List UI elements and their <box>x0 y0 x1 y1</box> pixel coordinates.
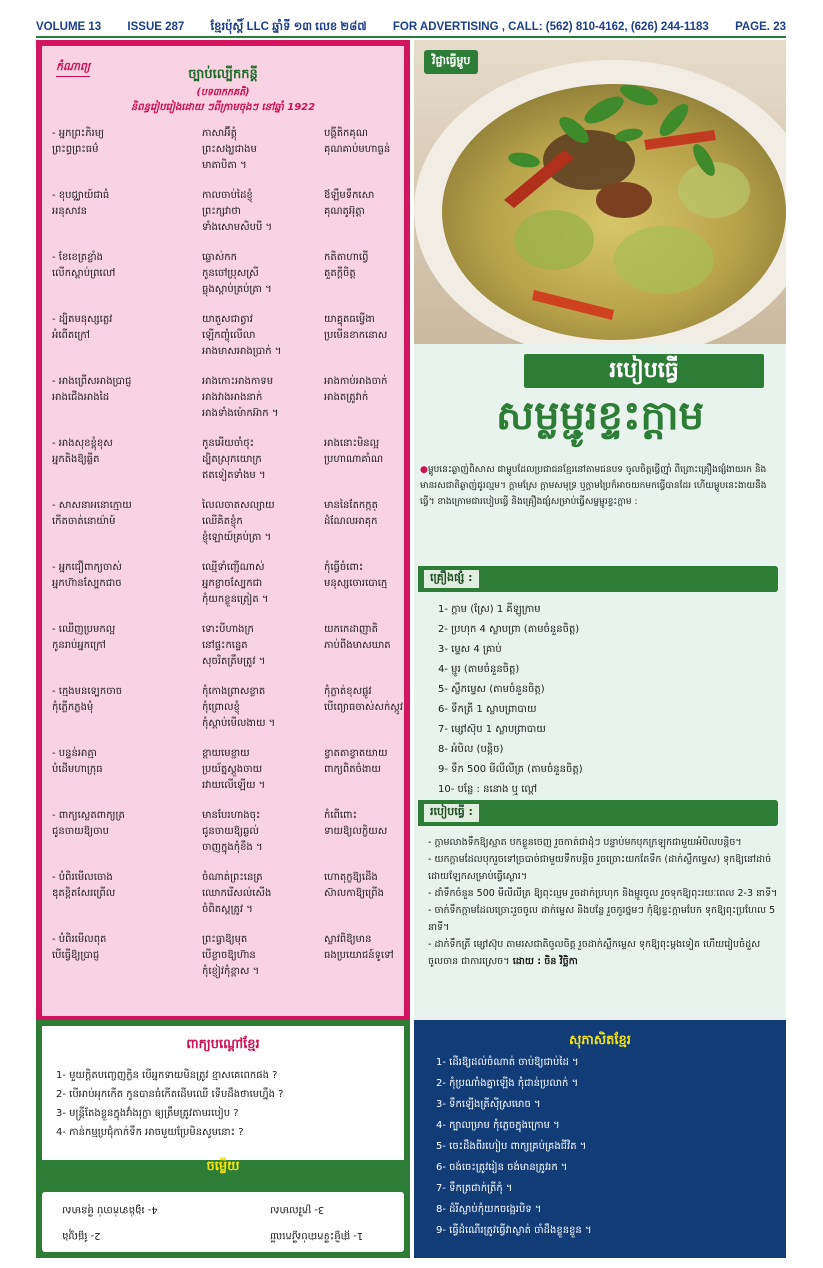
answer-item: 4- រង្វង់ទាក់ចាប់ ម៉ឺនមាស <box>62 1204 158 1215</box>
poem-line: ខ្ញុំឡោយ៍គ្រប់ត្រា ។ <box>202 532 272 543</box>
ingredient-item: 9- ទឹក 500 មីលីលីត្រ (តាមចំនួនចិត្ត) <box>438 764 583 775</box>
poem-column <box>324 188 404 250</box>
poem-column <box>202 498 324 560</box>
poem-line: - ឈើញប្រមកល្អ <box>52 624 116 635</box>
poem-line: អាងកាប់អាងចាក់ <box>324 376 388 387</box>
poem-line: ភាប់ពីងមាសឃាត <box>324 640 391 651</box>
poem-column <box>52 684 202 746</box>
saying-item: 1- ដើរឱ្យដល់ចំណាត់ ចាប់ឱ្យជាប់ដៃ ។ <box>436 1057 579 1068</box>
poem-line: ឡើកញ្ចុំលើលា <box>202 330 256 341</box>
bullet-icon: ● <box>420 465 428 475</box>
sayings-list <box>436 1052 776 1241</box>
step-item: - ក្តាមលាងទឹកឱ្យស្អាត បកខ្លួនចេញ រួចកាត់ជាដុំៗ បន្ទាប់មកបុកក្រឡុកជាមួយអំបិលបន្តិច។ <box>428 837 742 848</box>
volume-label: VOLUME 13 <box>36 21 102 33</box>
page-header <box>36 18 786 38</box>
poem-column <box>202 126 324 188</box>
poem-title: ច្បាប់ល្បើកកន្តី <box>188 67 258 82</box>
poem-line: កុំភ្លាត់ខុសផ្លូវ <box>324 686 372 697</box>
poem-line: ស្លាវពិឱ្យមាន <box>324 934 372 945</box>
poem-line: អាងទាំងម៉ោកអ៊ាក ។ <box>202 408 279 419</box>
poem-subtitle: (បទ៣កកគតិ) <box>196 87 250 98</box>
recipe-heading-big: សម្លម្ជូរខ្ទះក្តាម <box>495 393 704 439</box>
saying-item: 4- ក្បាលម្រាម កុំភ្លេចក្នុងក្រោម ។ <box>436 1120 560 1131</box>
recipe-heading-small: របៀបធ្វើ <box>524 354 764 388</box>
poem-line: ទាយឱ្យលក្ខិយស <box>324 826 388 837</box>
poem-line: - អ្នកជឿពាក្យចាស់ <box>52 562 122 573</box>
poem-column <box>52 250 202 312</box>
poem-column <box>52 126 202 188</box>
recipe-intro-text: ម្ហូបនេះឆ្ងាញ់ពិសាស ជាម្ហូបដែលប្រជាជនខ្មែរនៅតាមជនបទ ចូលចិត្តធ្វើញ៉ាំ ពីព្រោះគ្រឿងផ្សំងាយរក និងមានរសជាតិឆ្ងាញ់ជូរល្មម។ ក្តាមស្រែ ក្តាមសមុទ្រ ឬក្តាមប្រៃក៏អាចយកមកធ្វើបានដែរ ហើយម្ហូបនេះងាយនឹងធ្វើ។ ខាងក្រោមជារបៀបធ្វើ និងគ្រឿងផ្សំសម្រាប់ធ្វើសម្លម្ជូរខ្ទះក្តាម : <box>420 465 767 507</box>
poem-stanza <box>52 808 404 870</box>
saying-item: 8- ដំរីស្លាប់កុំយកចង្អេរបិទ ។ <box>436 1204 542 1215</box>
answer-item: 3- ក្រវិលមាស <box>270 1204 325 1215</box>
ingredient-item: 7- ម្សៅស៊ុប 1 ស្លាបព្រាបាយ <box>438 724 546 735</box>
poem-line: ព្រះព្ធព្រះធម៌ <box>52 144 99 155</box>
poem-column <box>52 188 202 250</box>
poem-line: កុំធ្វើចំពោះ <box>324 562 364 573</box>
step-item: - ចាក់ទឹកក្តាមដែលច្រោះរួចចូល ដាក់ម្ទេស និងបន្លែ រួចកូរថ្នមៗ កុំឱ្យខ្ទះក្តាមបែក ទុកឱ្យពុះប្រហែល 5 នាទី។ <box>428 905 776 933</box>
poem-column <box>52 312 202 374</box>
poem-line: ហោតុក្ខឱ្យដើង <box>324 872 378 883</box>
poem-column <box>202 560 324 622</box>
proverbs-panel <box>36 1020 410 1258</box>
poem-line: ឈ្មើទាំញ្ជើណាស់ <box>202 562 265 573</box>
poem-line: បង្គីតិកគុណ <box>324 128 368 139</box>
poem-line: មាតាបិតា ។ <box>202 160 247 171</box>
poem-column <box>324 684 404 746</box>
poem-stanza <box>52 870 404 932</box>
poem-line: ចំពិតស្តត្រូវ ។ <box>202 904 253 915</box>
poem-line: អនុសាវន <box>52 206 87 217</box>
poem-column <box>324 436 404 498</box>
poem-line: នៅផ្ទះកន្ទេត <box>202 640 248 651</box>
poem-line: ព្រះក្សវាថា <box>202 206 241 217</box>
poem-line: ធងប្រយោជន៍ទូទៅ <box>324 950 394 961</box>
poem-line: ឌុតខ្ពិតសែរព្រើល <box>52 888 116 899</box>
poem-line: ពាក្យពិតចំងាយ <box>324 764 381 775</box>
poem-line: ខ្វាតតាខ្វាតយាយ <box>324 748 388 759</box>
poem-line: ឆ្លោស់កក <box>202 252 237 263</box>
poem-line: ឈើគិតខ្ញុំក <box>202 516 243 527</box>
page-number: PAGE. 23 <box>735 21 786 33</box>
poem-line: បំដើមហាក្រុធ <box>52 764 103 775</box>
poem-line: - បន្ទន់អាត្មា <box>52 748 97 759</box>
poem-line: - សាសនាអនោក្មោយ <box>52 500 132 511</box>
steps-header <box>418 800 778 826</box>
ingredient-item: 2- ប្រហុក 4 ស្លាបព្រា (តាមចំនួនចិត្ត) <box>438 624 580 635</box>
poem-stanza <box>52 746 404 808</box>
poem-line: លើកស្ពាប់ព្រលៅ <box>52 268 116 279</box>
poem-column <box>324 870 404 932</box>
poem-line: - អាងសុខខ្ពុំខុស <box>52 438 113 449</box>
step-item: - យកក្តាមដែលបុករួចទៅច្របាច់ជាមួយទឹកបន្តិច រួចច្រោះយកតែទឹក (ដាក់ស្លឹកម្ទេស) ទុកឱ្យនៅដាច់ដោយឡែកសម្រាប់ធ្វើស្ងោរ។ <box>428 854 772 882</box>
advertising-contact: FOR ADVERTISING , CALL: (562) 810-4162, (626) 244-1183 <box>392 21 709 33</box>
poem-line: - ក្មេងមនទ្បេកចាច <box>52 686 123 697</box>
saying-item: 9- ធ្វើដំណើរត្រូវធ្វើវាស្ងាត់ ចាំដឹងខ្លួនខ្លួន ។ <box>436 1225 592 1236</box>
poem-line: - ពាក្យស្លេតពាក្យត្រ <box>52 810 125 821</box>
proverb-item: 2- បើអាប់អុកកើត កូនបានធំកើតដើមឈើ ទើបដឹងថាមេហ្នឹង ? <box>56 1089 284 1100</box>
poem-column <box>202 250 324 312</box>
poem-line: គុណតូអ៊ុត្តា <box>324 206 365 217</box>
poem-column <box>324 746 404 808</box>
poem-line: កំពើពោះ <box>324 810 357 821</box>
recipe-intro <box>420 462 780 510</box>
poem-stanza <box>52 188 404 250</box>
step-item: - ដាក់ទឹកត្រី ម្សៅស៊ុប តាមរសជាតិចូលចិត្ត រួចដាក់ស្លឹកម្ទេស ទុកឱ្យពុះម្តងទៀត ហើយរៀបចំដួសចូលចាន ជាការស្រេច។ ដោយ : ចិន វិច្ឆិកា <box>428 939 761 967</box>
poem-line: មានបែរហាងចុះ <box>202 810 261 821</box>
poem-stanza <box>52 498 404 560</box>
poem-line: - អ្នកព្រះភិរម្យ <box>52 128 105 139</box>
ingredient-item: 1- ក្តាម (ស្រែ) 1 គីឡូក្រាម <box>438 604 541 615</box>
poem-line: អ្នកហ៊ានស្បែកជាច <box>52 578 122 589</box>
poem-line: កុំព្រោលខ្ញុំ <box>202 702 240 713</box>
poem-stanza <box>52 250 404 312</box>
poem-stanza <box>52 560 404 622</box>
poem-line: កុំស្តាប់មើលងាយ ។ <box>202 718 276 729</box>
poem-line: ជូនចាយឱ្យចាប <box>52 826 109 837</box>
poem-line: - បំពិរមើលចោង <box>52 872 113 883</box>
poem-line: ដ្បិតស្រុកយោក្រ <box>202 454 262 465</box>
poem-line: កូនចៅប្រុសស្រី <box>202 268 259 279</box>
saying-item: 3- ទឹកឡើងត្រីស៊ីស្រមោច ។ <box>436 1099 541 1110</box>
poem-inner <box>42 46 404 1016</box>
poem-stanza <box>52 622 404 684</box>
saying-item: 7- ទឹកត្រជាក់ត្រីកុំ ។ <box>436 1183 513 1194</box>
poem-line: កតិតាហាព្វើ <box>324 252 369 263</box>
poem-column <box>324 932 404 994</box>
poem-column <box>324 498 404 560</box>
poem-stanza <box>52 126 404 188</box>
poem-column <box>52 932 202 994</box>
proverbs-list <box>56 1066 396 1142</box>
poem-line: កូនរាប់អ្នកក្រៅ <box>52 640 106 651</box>
poem-line: - ខុបជ្ឈាយ៍ជាធំ <box>52 190 110 201</box>
poem-line: យាតួសជាត្វាវ <box>202 314 253 325</box>
saying-item: 5- ចេះដឹងពីរហៀប ពាក្យគ្រប់គ្រងជីវិត ។ <box>436 1141 587 1152</box>
poem-line: ព្រះសង្ឃជាងម <box>202 144 257 155</box>
poem-column <box>52 560 202 622</box>
poem-line: គុណគាប់មហាធ្ងន់ <box>324 144 391 155</box>
poem-line: ប្រមើនខាកនោស <box>324 330 388 341</box>
ingredient-item: 10- បន្លែ : ននោង ឬ ល្ពៅ <box>438 784 538 795</box>
poem-line: ប្រយ័ត្នស្តួងចាយ <box>202 764 263 775</box>
poem-line: យាគ្នុតធម្វើងា <box>324 314 375 325</box>
poem-column <box>202 374 324 436</box>
poem-column <box>52 746 202 808</box>
poem-line: បើព្យោធចាស់សក់ស្កូវ <box>324 702 404 713</box>
poem-column <box>324 560 404 622</box>
poem-line: - ដ្បិតមនុស្សត្លេវ <box>52 314 113 325</box>
poem-line: កុំខ្ញៀវកុំខ្ពាស ។ <box>202 966 260 977</box>
masthead-title: ខ្មែរប៉ុស្ដិ៍ LLC ឆ្នាំទី ១៣ លេខ ២៨៧ <box>210 20 367 33</box>
poem-line: ធ្លុងស្តាប់ត្រប់ត្រា ។ <box>202 284 272 295</box>
poem-line: ភាសាអ៊ីត្តុំ <box>202 128 237 139</box>
proverbs-title: ពាក្យបណ្តៅខ្មែរ <box>186 1037 260 1052</box>
answer-item: 1- ផ្កាម្លិះទឹកជាប់ស្លឹកឈើ <box>270 1230 364 1241</box>
poem-line: អាងតត្រូវាក់ <box>324 392 369 403</box>
poem-line: លៃលចាតសល្យាយ <box>202 500 275 511</box>
poem-line: ចាញក្នុងកុំខឹង ។ <box>202 842 263 853</box>
recipe-heading <box>414 344 786 444</box>
poem-line: យកកេដាញាតិ <box>324 624 378 635</box>
poem-stanza <box>52 932 404 994</box>
ingredient-item: 6- ទឹកត្រី 1 ស្លាបព្រាបាយ <box>438 704 537 715</box>
proverb-item: 3- មន្ត្រីតែងខ្លួនក្នុងវាំងរុក្ខា ឲ្យត្រឹមត្រូវតាមរបៀប ? <box>56 1108 239 1119</box>
poem-stanza <box>52 684 404 746</box>
sayings-panel <box>414 1020 786 1258</box>
poem-line: ប្រហាណាគាំណ <box>324 454 384 465</box>
poem-line: ស៊ាលកាឱ្យព្រើង <box>324 888 384 899</box>
ingredient-item: 4- ម្ជូរ (តាមចំនួនចិត្ត) <box>438 664 520 675</box>
poem-column <box>202 684 324 746</box>
poem-column <box>202 436 324 498</box>
poem-column <box>324 312 404 374</box>
ingredient-item: 5- ស្លឹកម្ទេស (តាមចំនួនចិត្ត) <box>438 684 545 695</box>
poem-column <box>202 932 324 994</box>
ingredients-list <box>438 600 768 800</box>
issue-label: ISSUE 287 <box>127 21 185 33</box>
poem-column <box>324 126 404 188</box>
poem-line: រវាយលើឡើយ ។ <box>202 780 266 791</box>
saying-item: 6- ចង់ចេះត្រូវរៀន ចង់មានត្រូវរក ។ <box>436 1162 568 1173</box>
poem-author: និពន្ធរៀបរៀងដោយ ៗពីក្រាមចុងៗ នៅឆ្នាំ 1922 <box>130 102 316 113</box>
poem-column <box>52 374 202 436</box>
poem-line: បើធ្វើឱ្យប្រាជ្ញ <box>52 950 100 961</box>
poem-column <box>52 436 202 498</box>
ingredients-title: គ្រឿងផ្សំ : <box>424 570 479 588</box>
poem-line: មាននៃតែកក្កត្ <box>324 500 378 511</box>
proverb-item: 1- មួយក្តិតបញ្ចេញក្លិន បើអ្នកទាយមិនត្រូវ ខ្មាសគេពេកផង ? <box>56 1070 278 1081</box>
poem-line: ទោះបីហាងក្រ <box>202 624 254 635</box>
poem-column <box>202 808 324 870</box>
poem-stanza <box>52 436 404 498</box>
poem-column <box>202 870 324 932</box>
poem-line: អ្នកខ្លាចស្បែកជា <box>202 578 263 589</box>
poem-line: អាងកោះអាងកាទម <box>202 376 274 387</box>
answers-panel <box>42 1192 404 1252</box>
poem-line: ឥតទៀតទាំងម ។ <box>202 470 266 481</box>
proverbs-inner <box>42 1026 404 1160</box>
poem-line: ចំណាត់ព្រះនេត្រ <box>202 872 263 883</box>
poem-line: - ខែខេត្រខ្លាំង <box>52 252 104 263</box>
soup-bowl-image <box>414 40 786 344</box>
poem-stanza <box>52 312 404 374</box>
poem-line: សុចរិតត្រឹមត្រូវ ។ <box>202 656 266 667</box>
poem-column <box>52 622 202 684</box>
poem-line: កុំភ្លើកភ្លងមុំ <box>52 702 94 713</box>
poem-line: - បំពិរមើលពុត <box>52 934 107 945</box>
poem-line: កាលចាប់ដៃខ្ញុំ <box>202 190 253 201</box>
poem-column <box>324 374 404 436</box>
poem-line: តួតក្តីចិត្ត <box>324 268 356 279</box>
poem-column <box>52 870 202 932</box>
recipe-byline: ដោយ : ចិន វិច្ឆិកា <box>509 956 578 967</box>
poem-stanza <box>52 374 404 436</box>
poem-column <box>52 808 202 870</box>
poem-line: ឈោករើសល់សើង <box>202 888 272 899</box>
poem-column <box>202 312 324 374</box>
proverb-item: 4- កាន់កម្មប្រជុំកាក់ទឹក អាចមួយប្រែមិនសូមនោះ ? <box>56 1127 244 1138</box>
poem-column <box>202 746 324 808</box>
ingredient-item: 8- អំបិល (បន្តិច) <box>438 744 504 755</box>
poem-panel <box>36 40 410 1022</box>
ingredients-header <box>418 566 778 592</box>
poem-line: ព្រះធ្វាឱ្យមុត <box>202 934 248 945</box>
steps-list <box>428 834 778 970</box>
step-item: - ដាំទឹកចំនួន 500 មីលីលីត្រ ឱ្យពុះល្មម រួចដាក់ប្រហុក និងម្ជូរចូល រួចទុកឱ្យពុះរយៈពេល 2-3 នាទី។ <box>428 888 778 899</box>
recipe-photo <box>414 40 786 344</box>
poem-column <box>202 188 324 250</box>
poem-line: ឪឡឹមទឹកសោ <box>324 190 375 201</box>
sayings-title: សុភាសិតខ្មែរ <box>569 1033 631 1048</box>
poem-line: ខ្ពាយមេខ្ជាយ <box>202 748 250 759</box>
poem-column <box>52 498 202 560</box>
poem-line: កុំកោងព្រាសខ្លាត <box>202 686 266 697</box>
poem-line: ជូនចាយឱ្យឆ្ងល់ <box>202 826 259 837</box>
poem-line: អាងនោះមិនល្អ <box>324 438 380 449</box>
poem-column <box>324 808 404 870</box>
steps-title: របៀបធ្វើ : <box>424 804 479 822</box>
poem-line: កូនអើយចាំថុះ <box>202 438 255 449</box>
poem-line: អាងជើងអាងដៃ <box>52 392 110 403</box>
poem-line: ដំណែលអាគុក <box>324 516 378 527</box>
answer-item: 2- ផ្លែល្ហុង <box>62 1230 101 1241</box>
poem-line: ទាំងសោមសិបបី ។ <box>202 222 273 233</box>
poem-line: អាងវាងអាងនាក់ <box>202 392 263 403</box>
poem-column <box>324 622 404 684</box>
recipe-category-tag: វិជ្ជាធ្វើម្ហូប <box>424 50 478 74</box>
saying-item: 2- កុំប្រណាំងគ្នាឡើង កុំជាន់ប្រលាក់ ។ <box>436 1078 579 1089</box>
poem-line: អ្នកតិងឱ្យឆ្លីត <box>52 454 100 465</box>
ingredient-item: 3- ម្ទេស 4 គ្រាប់ <box>438 644 502 655</box>
poem-tag: កំណាព្យ <box>56 60 90 77</box>
poem-line: - អាងព្រើសអាងប្រាជ្ញ <box>52 376 132 387</box>
poem-line: អាងមាសអាងប្រាក់ ។ <box>202 346 282 357</box>
poem-column <box>202 622 324 684</box>
poem-stanzas <box>52 126 404 994</box>
poem-line: កុំយកខ្លួនត្រៀត ។ <box>202 594 269 605</box>
poem-line: កើតចាត់នោយ៉ាម៍ <box>52 516 116 527</box>
poem-line: អំពើតក្រៅ <box>52 330 90 341</box>
answers-title: ចម្លើយ <box>206 1159 240 1174</box>
poem-line: បើខ្លាចឱ្យហ៊ាន <box>202 950 256 961</box>
poem-column <box>324 250 404 312</box>
poem-line: មនុស្សចោរបោក្មេ <box>324 578 388 589</box>
